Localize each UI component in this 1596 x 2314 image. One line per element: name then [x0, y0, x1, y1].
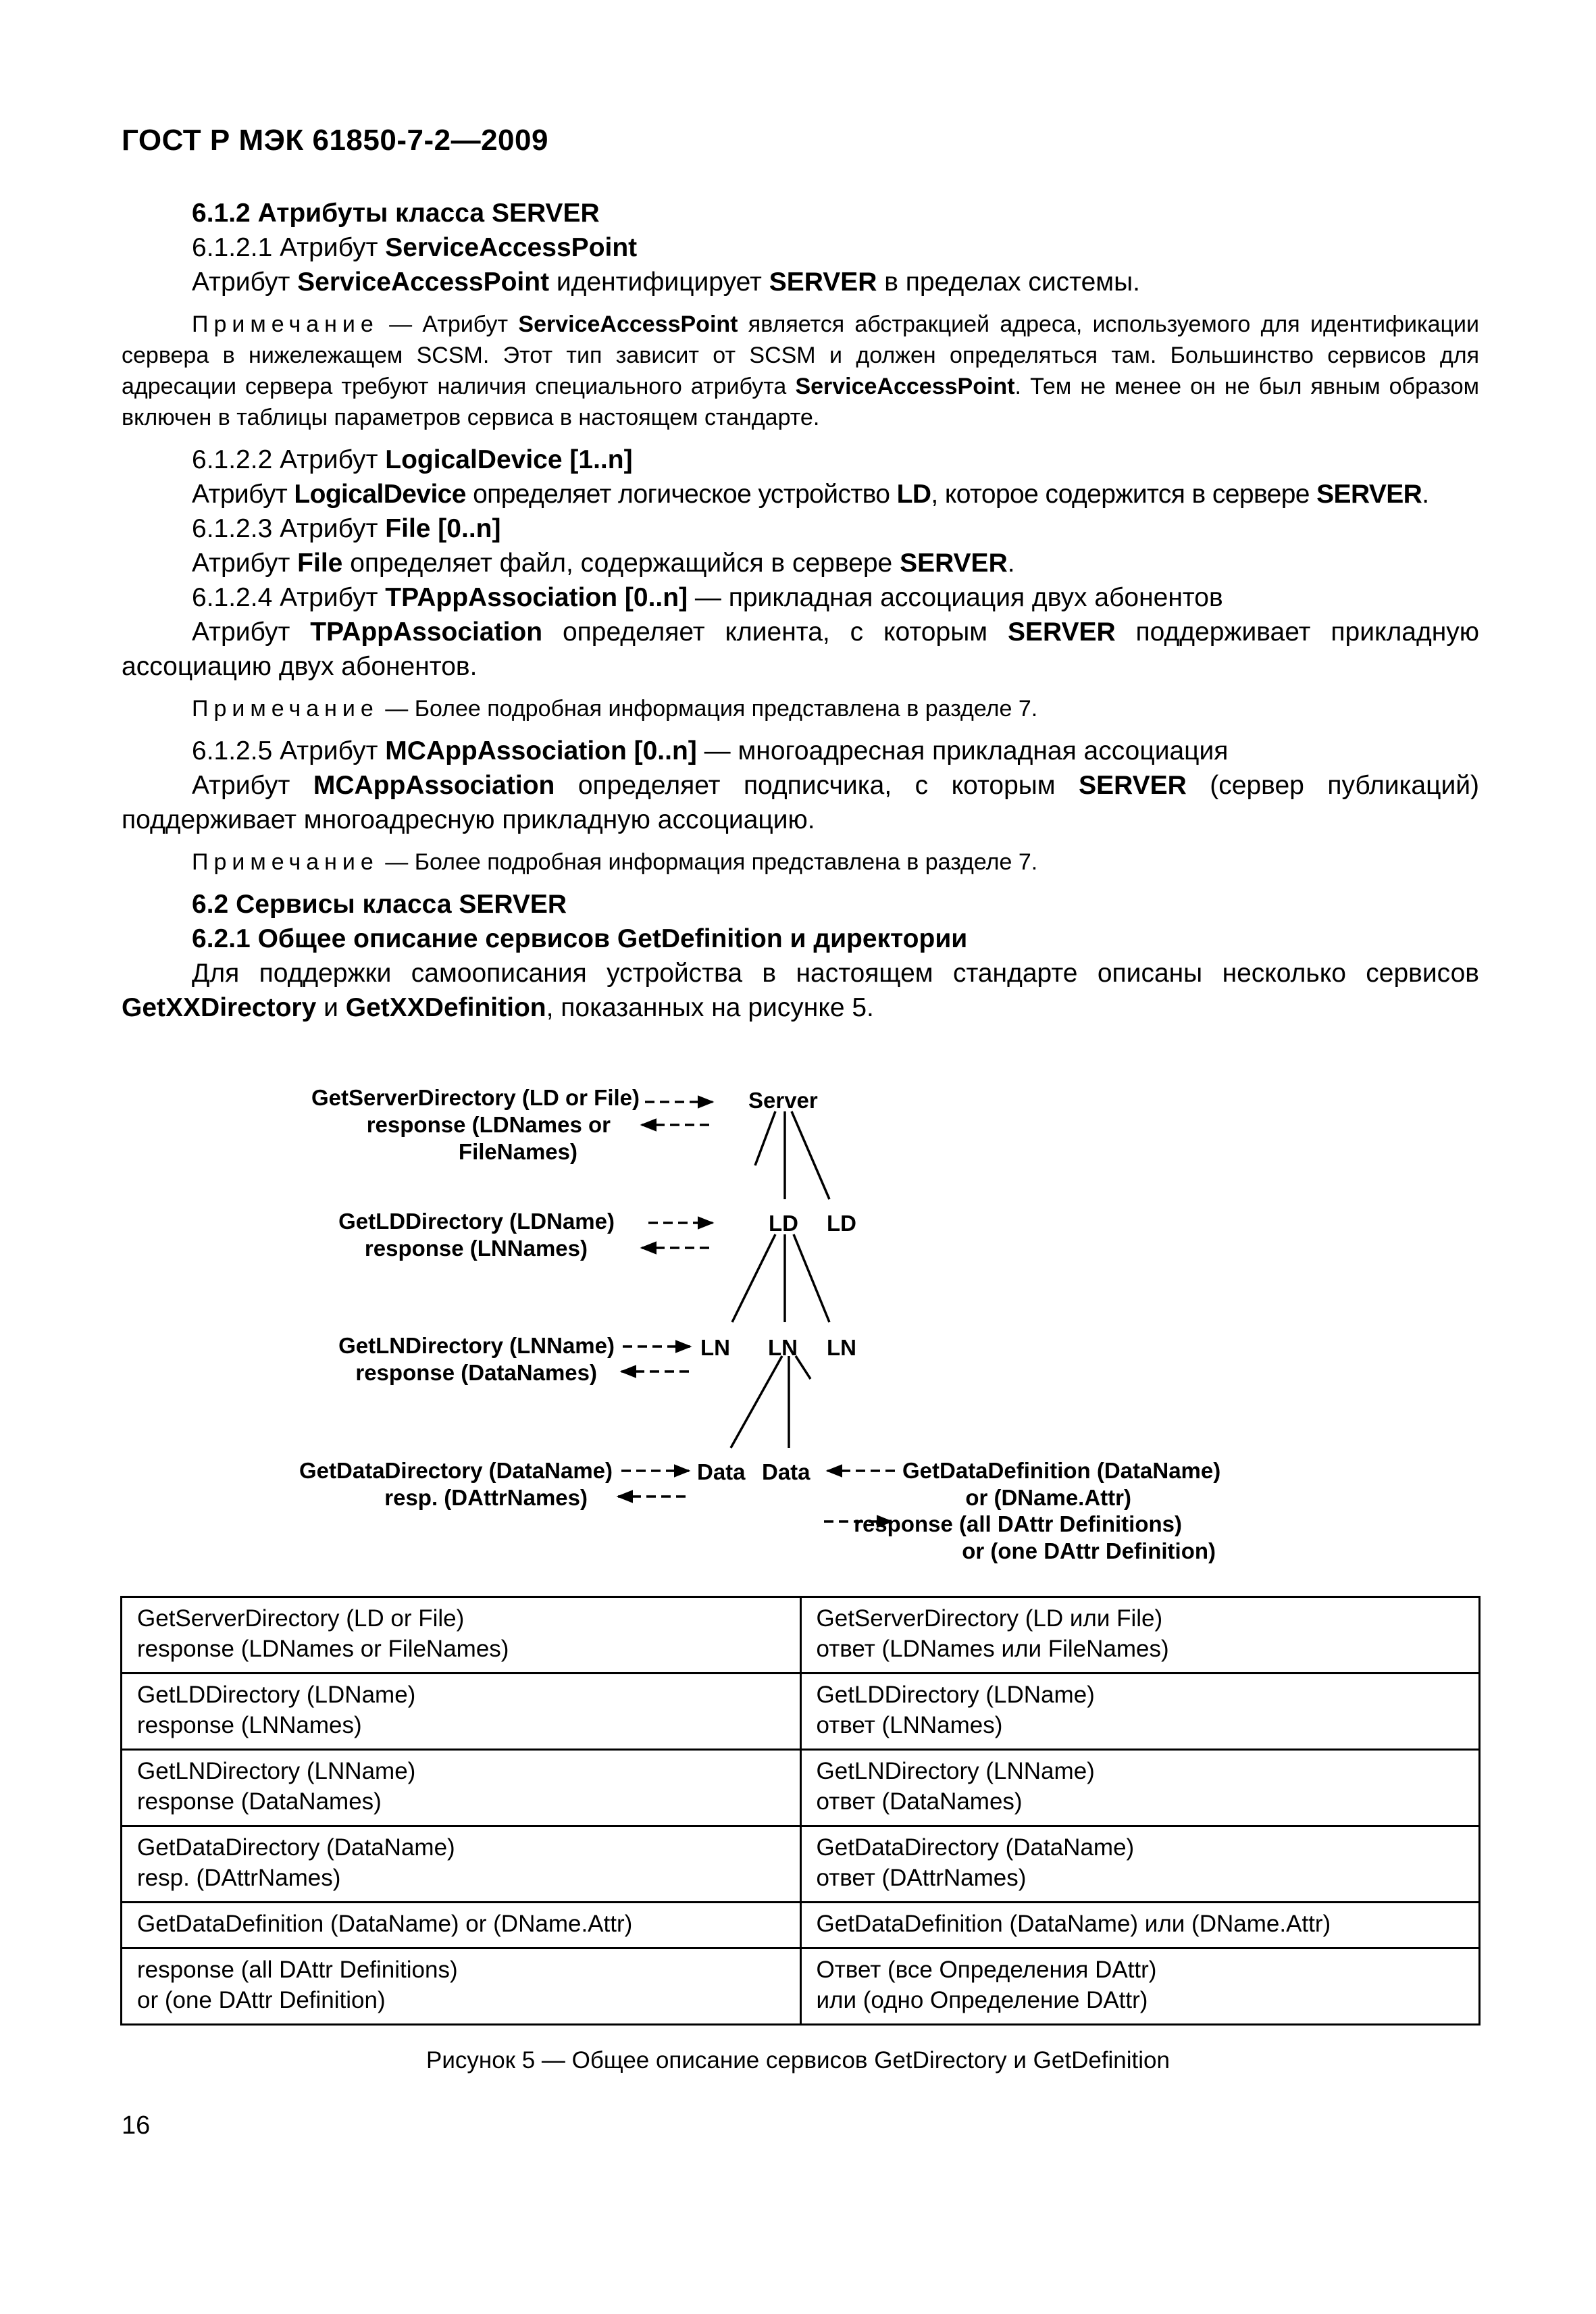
- tree-line: [796, 1356, 810, 1379]
- document-header: ГОСТ Р МЭК 61850-7-2—2009: [122, 124, 548, 157]
- legend-line: response (all DAttr Definitions): [137, 1957, 458, 1983]
- note-2: Примечание — Более подробная информация представлена в разделе 7.: [192, 696, 1038, 722]
- legend-line: resp. (DAttrNames): [137, 1865, 341, 1891]
- legend-cell-english: [122, 1948, 801, 2025]
- legend-cell-english: [122, 1674, 801, 1750]
- paragraph-6-2-1: Для поддержки самоописания устройства в настоящем стандарте описаны несколько сервисов GetXXDirectory и GetXXDefinition, показанных на рисунке 5.: [122, 959, 1479, 1022]
- legend-line: or (one DAttr Definition): [137, 1987, 386, 2013]
- label-server-response-2: FileNames): [458, 1139, 577, 1164]
- label-ld-response: response (LNNames): [364, 1236, 588, 1261]
- legend-line: Ответ (все Определения DAttr): [816, 1957, 1157, 1983]
- legend-row: [122, 1948, 1480, 2025]
- note-3: Примечание — Более подробная информация представлена в разделе 7.: [192, 849, 1038, 875]
- legend-line: GetDataDirectory (DataName): [137, 1834, 455, 1861]
- legend-line: GetDataDefinition (DataName) или (DName.Attr): [816, 1911, 1331, 1937]
- label-dname-attr: or (DName.Attr): [965, 1485, 1131, 1510]
- figure-caption: Рисунок 5 — Общее описание сервисов GetDirectory и GetDefinition: [426, 2047, 1170, 2073]
- label-get-server-directory: GetServerDirectory (LD or File): [311, 1085, 640, 1110]
- node-server: Server: [748, 1088, 818, 1113]
- tree-line: [755, 1111, 775, 1165]
- figure-directory-tree: [270, 1078, 1364, 1578]
- legend-line: response (LNNames): [137, 1712, 362, 1738]
- legend-line: GetDataDefinition (DataName) or (DName.Attr): [137, 1911, 633, 1937]
- legend-cell-russian: [800, 1948, 1480, 2025]
- legend-cell-russian: [800, 1903, 1480, 1948]
- tree-line: [732, 1234, 775, 1322]
- label-get-ln-directory: GetLNDirectory (LNName): [338, 1333, 615, 1358]
- note-1: Примечание — Атрибут ServiceAccessPoint является абстракцией адреса, используемого для идентификации сервера в нижележащем SCSM. Этот тип зависит от SCSM и должен определяться там. Большинство сервисов для адресации сервера требуют наличия специального атрибута ServiceAccessPoint. Тем не менее он не был явным образом включен в таблицы параметров сервиса в настоящем стандарте.: [122, 311, 1479, 430]
- main-content: [122, 196, 1479, 1025]
- label-server-response-1: response (LDNames or: [366, 1112, 611, 1137]
- label-get-data-definition: GetDataDefinition (DataName): [902, 1458, 1221, 1483]
- tree-line: [792, 1111, 829, 1199]
- section-heading-6-1-2-3: 6.1.2.3 Атрибут File [0..n]: [192, 514, 501, 543]
- legend-row: [122, 1903, 1480, 1948]
- node-ld: LD: [769, 1211, 798, 1236]
- node-ln: LN: [700, 1335, 730, 1360]
- legend-line: ответ (LNNames): [816, 1712, 1003, 1738]
- legend-line: GetLDDirectory (LDName): [137, 1682, 416, 1708]
- node-data: Data: [697, 1459, 746, 1484]
- paragraph-6-1-2-5: Атрибут MCAppAssociation определяет подписчика, с которым SERVER (сервер публикаций) поддерживает многоадресную прикладную ассоциацию.: [122, 771, 1480, 834]
- legend-line: GetLNDirectory (LNName): [137, 1758, 416, 1784]
- page-number: 16: [122, 2111, 151, 2140]
- figure-legend-table: [120, 1596, 1481, 2026]
- paragraph-6-1-2-4: Атрибут TPAppAssociation определяет клиента, с которым SERVER поддерживает прикладную ассоциацию двух абонентов.: [122, 618, 1479, 681]
- legend-line: GetLNDirectory (LNName): [816, 1758, 1095, 1784]
- section-heading-6-2-1: 6.2.1 Общее описание сервисов GetDefinition и директории: [192, 924, 968, 953]
- tree-line: [794, 1234, 829, 1322]
- paragraph-6-1-2-1: Атрибут ServiceAccessPoint идентифицирует SERVER в пределах системы.: [192, 268, 1140, 297]
- legend-row: [122, 1826, 1480, 1903]
- legend-cell-english: [122, 1750, 801, 1826]
- legend-line: response (DataNames): [137, 1788, 382, 1815]
- label-data-response: resp. (DAttrNames): [384, 1485, 588, 1510]
- section-heading-6-2: 6.2 Сервисы класса SERVER: [192, 890, 567, 919]
- legend-line: response (LDNames or FileNames): [137, 1636, 509, 1662]
- legend-line: GetDataDirectory (DataName): [816, 1834, 1135, 1861]
- node-ln: LN: [827, 1335, 856, 1360]
- legend-cell-english: [122, 1826, 801, 1903]
- section-heading-6-1-2-5: 6.1.2.5 Атрибут MCAppAssociation [0..n] — многоадресная прикладная ассоциация: [192, 736, 1229, 765]
- legend-line: GetServerDirectory (LD или File): [816, 1605, 1163, 1632]
- section-heading-6-1-2: 6.1.2 Атрибуты класса SERVER: [192, 199, 600, 228]
- tree-line: [731, 1356, 782, 1448]
- legend-line: или (одно Определение DAttr): [816, 1987, 1148, 2013]
- legend-row: [122, 1674, 1480, 1750]
- section-heading-6-1-2-4: 6.1.2.4 Атрибут TPAppAssociation [0..n] — прикладная ассоциация двух абонентов: [192, 583, 1223, 612]
- label-definition-response: response (all DAttr Definitions): [854, 1511, 1182, 1536]
- legend-line: ответ (DAttrNames): [816, 1865, 1027, 1891]
- node-ld: LD: [827, 1211, 856, 1236]
- legend-cell-russian: [800, 1826, 1480, 1903]
- legend-cell-russian: [800, 1750, 1480, 1826]
- node-ln: LN: [768, 1335, 798, 1360]
- paragraph-6-1-2-3: Атрибут File определяет файл, содержащийся в сервере SERVER.: [192, 549, 1015, 578]
- label-ln-response: response (DataNames): [355, 1360, 597, 1385]
- section-heading-6-1-2-2: 6.1.2.2 Атрибут LogicalDevice [1..n]: [192, 445, 633, 474]
- legend-line: GetLDDirectory (LDName): [816, 1682, 1095, 1708]
- legend-line: ответ (LDNames или FileNames): [816, 1636, 1169, 1662]
- label-definition-response-alt: or (one DAttr Definition): [962, 1538, 1216, 1563]
- legend-row: [122, 1750, 1480, 1826]
- legend-line: ответ (DataNames): [816, 1788, 1023, 1815]
- label-get-ld-directory: GetLDDirectory (LDName): [338, 1209, 615, 1234]
- paragraph-6-1-2-2: Атрибут LogicalDevice определяет логическое устройство LD, которое содержится в сервере SERVER.: [192, 480, 1429, 509]
- legend-cell-english: [122, 1903, 801, 1948]
- section-heading-6-1-2-1: 6.1.2.1 Атрибут ServiceAccessPoint: [192, 233, 638, 262]
- legend-cell-russian: [800, 1674, 1480, 1750]
- legend-row: [122, 1597, 1480, 1674]
- legend-cell-english: [122, 1597, 801, 1674]
- node-data: Data: [762, 1459, 810, 1484]
- legend-line: GetServerDirectory (LD or File): [137, 1605, 465, 1632]
- label-get-data-directory: GetDataDirectory (DataName): [299, 1458, 613, 1483]
- legend-cell-russian: [800, 1597, 1480, 1674]
